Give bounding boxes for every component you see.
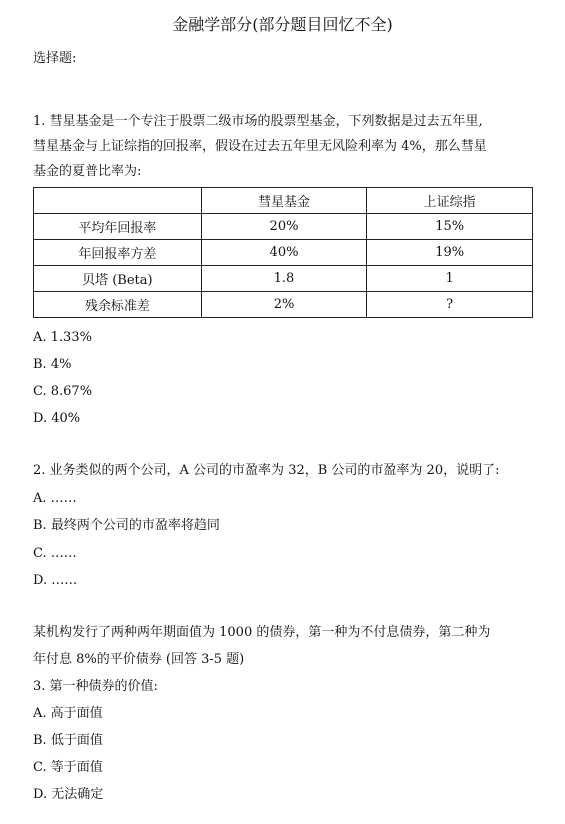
q3-option-d: D. 无法确定 (33, 787, 104, 802)
table-cell: 平均年回报率 (34, 214, 202, 240)
q1-stem-line-3: 基金的夏普比率为: (33, 164, 142, 179)
table-cell: 贝塔 (Beta) (34, 266, 202, 292)
q1-option-a: A. 1.33% (33, 330, 92, 345)
q3-option-b: B. 低于面值 (33, 733, 103, 748)
table-cell: 2% (201, 292, 367, 318)
q2-option-c: C. …… (33, 546, 77, 561)
table-header-cell: 上证综指 (367, 188, 533, 214)
table-cell: 20% (201, 214, 367, 240)
q3-option-a: A. 高于面值 (33, 706, 103, 721)
table-cell: 19% (367, 240, 533, 266)
q2-option-d: D. …… (33, 573, 78, 588)
q1-stem-line-1: 1. 彗星基金是一个专注于股票二级市场的股票型基金，下列数据是过去五年里, (33, 114, 483, 129)
table-cell: 15% (367, 214, 533, 240)
table-header-cell: 彗星基金 (201, 188, 367, 214)
table-header-cell (34, 188, 202, 214)
table-row (34, 292, 533, 318)
table-cell: 40% (201, 240, 367, 266)
q1-stem-line-2: 彗星基金与上证综指的回报率，假设在过去五年里无风险利率为 4%，那么彗星 (33, 139, 487, 154)
q3-intro-line-2: 年付息 8%的平价债券 (回答 3-5 题) (33, 652, 245, 667)
q1-option-c: C. 8.67% (33, 384, 93, 399)
q3-intro-line-1: 某机构发行了两种两年期面值为 1000 的债券，第一种为不付息债券，第二种为 (33, 625, 491, 640)
section-label: 选择题: (33, 51, 77, 66)
table-cell: ? (367, 292, 533, 318)
q3-stem: 3. 第一种债券的价值: (33, 679, 158, 694)
q2-option-b: B. 最终两个公司的市盈率将趋同 (33, 518, 220, 533)
q1-option-b: B. 4% (33, 357, 72, 372)
q2-option-a: A. …… (33, 491, 77, 506)
table-header-row (34, 188, 533, 214)
q1-option-d: D. 40% (33, 411, 81, 426)
table-row (34, 214, 533, 240)
q1-data-table (33, 187, 533, 318)
page-title: 金融学部分(部分题目回忆不全) (172, 15, 393, 34)
table-row (34, 266, 533, 292)
table-cell: 年回报率方差 (34, 240, 202, 266)
table-cell: 残余标准差 (34, 292, 202, 318)
table-cell: 1.8 (201, 266, 367, 292)
table-cell: 1 (367, 266, 533, 292)
q3-option-c: C. 等于面值 (33, 760, 103, 775)
table-row (34, 240, 533, 266)
q2-stem: 2. 业务类似的两个公司，A 公司的市盈率为 32，B 公司的市盈率为 20，说明了: (33, 463, 500, 478)
